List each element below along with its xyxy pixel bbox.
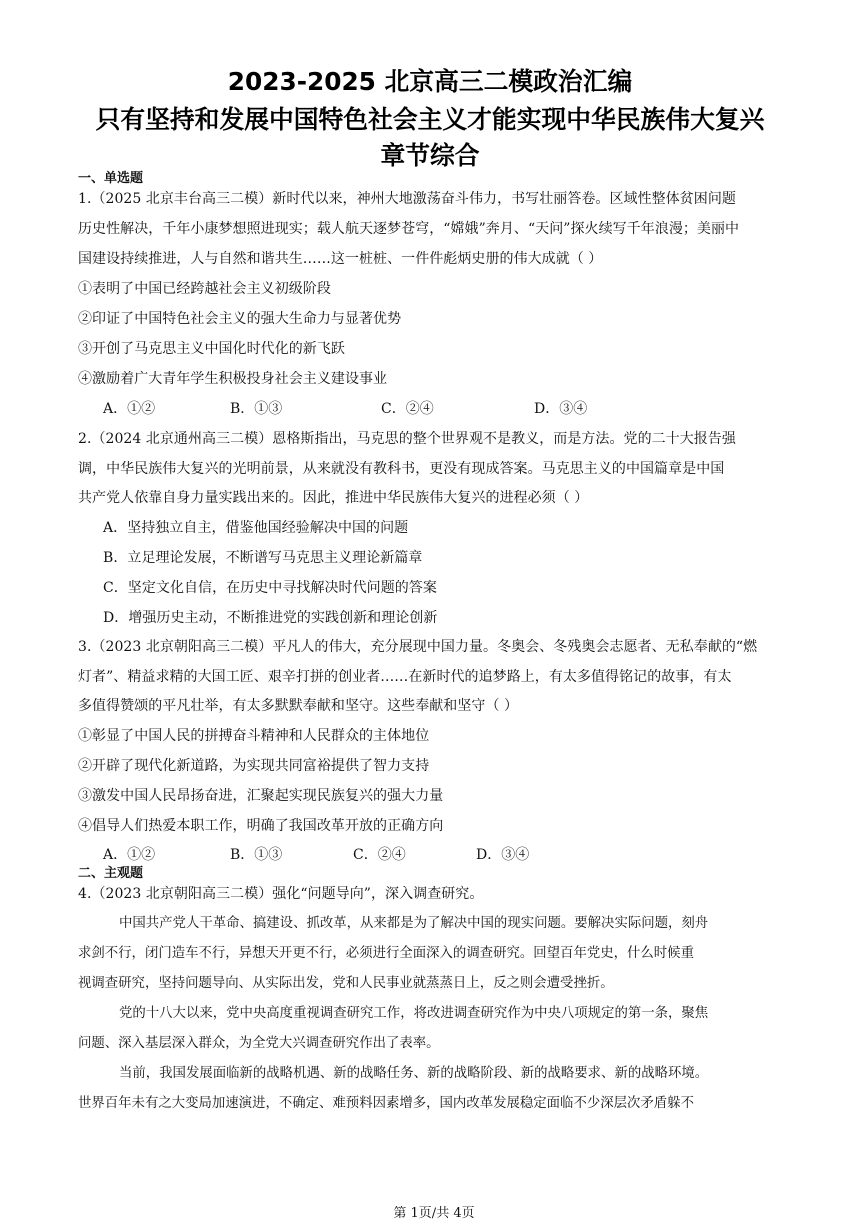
q2-option-b[interactable]: B．立足理论发展，不断谱写马克思主义理论新篇章: [103, 550, 423, 566]
q3-item: ②开辟了现代化新道路，为实现共同富裕提供了智力支持: [78, 758, 430, 774]
q2-option-a[interactable]: A．坚持独立自主，借鉴他国经验解决中国的问题: [103, 520, 409, 536]
q4-material-line: 视调查研究，坚持问题导向、从实际出发，党和人民事业就蒸蒸日上，反之则会遭受挫折。: [78, 976, 614, 991]
q3-stem-line: 灯者”、精益求精的大国工匠、艰辛打拼的创业者……在新时代的追梦路上，有太多值得铭记的故事，有太: [78, 669, 732, 685]
doc-title-line3: 章节综合: [380, 141, 480, 170]
q3-item: ④倡导人们热爱本职工作，明确了我国改革开放的正确方向: [78, 818, 444, 834]
q4-material-line: 求剑不行，闭门造车不行，异想天开更不行，必须进行全面深入的调查研究。回望百年党史，什么时候重: [78, 946, 694, 961]
q1-item: ②印证了中国特色社会主义的强大生命力与显著优势: [78, 311, 402, 327]
q4-material-line: 世界百年未有之大变局加速演进，不确定、难预料因素增多，国内改革发展稳定面临不少深层次矛盾躲不: [78, 1096, 694, 1111]
q2-stem-line: 共产党人依靠自身力量实践出来的。因此，推进中华民族伟大复兴的进程必须（ ）: [78, 490, 589, 506]
q3-item: ③激发中国人民昂扬奋进，汇聚起实现民族复兴的强大力量: [78, 788, 444, 804]
q1-item: ③开创了马克思主义中国化时代化的新飞跃: [78, 341, 345, 357]
q3-option-b[interactable]: B．①③: [230, 847, 283, 863]
q1-item: ①表明了中国已经跨越社会主义初级阶段: [78, 281, 331, 297]
q1-option-b[interactable]: B．①③: [230, 401, 283, 417]
q3-stem-line: 3.（2023 北京朝阳高三二模）平凡人的伟大，充分展现中国力量。冬奥会、冬残奥会志愿者、无私奉献的“燃: [78, 639, 758, 655]
q4-material-line: 党的十八大以来，党中央高度重视调查研究工作，将改进调查研究作为中央八项规定的第一条，聚焦: [119, 1006, 709, 1021]
q4-stem: 4.（2023 北京朝阳高三二模）强化“问题导向”，深入调查研究。: [78, 886, 484, 902]
q3-stem-line: 多值得赞颂的平凡壮举，有太多默默奉献和坚守。这些奉献和坚守（ ）: [78, 698, 519, 714]
q3-option-d[interactable]: D．③④: [476, 847, 530, 863]
q1-stem-line: 国建设持续推进，人与自然和谐共生……这一桩桩、一件件彪炳史册的伟大成就（ ）: [78, 251, 603, 267]
section-heading-single-choice: 一、单选题: [78, 171, 144, 186]
q4-material-line: 中国共产党人干革命、搞建设、抓改革，从来都是为了解决中国的现实问题。要解决实际问题，刻舟: [119, 916, 709, 931]
q3-option-a[interactable]: A．①②: [103, 847, 156, 863]
q2-stem-line: 2.（2024 北京通州高三二模）恩格斯指出，马克思的整个世界观不是教义，而是方法。党的二十大报告强: [78, 431, 736, 447]
q1-stem-line: 1.（2025 北京丰台高三二模）新时代以来，神州大地激荡奋斗伟力，书写壮丽答卷。区域性整体贫困问题: [78, 191, 736, 207]
doc-title-line2: 只有坚持和发展中国特色社会主义才能实现中华民族伟大复兴: [95, 105, 765, 134]
q4-material-line: 问题、深入基层深入群众，为全党大兴调查研究作出了表率。: [78, 1036, 440, 1051]
section-heading-subjective: 二、主观题: [78, 866, 144, 881]
q2-stem-line: 调，中华民族伟大复兴的光明前景，从来就没有教科书，更没有现成答案。马克思主义的中国篇章是中国: [78, 461, 725, 477]
q1-item: ④激励着广大青年学生积极投身社会主义建设事业: [78, 371, 388, 387]
q2-option-d[interactable]: D．增强历史主动，不断推进党的实践创新和理论创新: [103, 610, 438, 626]
doc-title-line1: 2023-2025 北京高三二模政治汇编: [227, 67, 633, 96]
q1-option-a[interactable]: A．①②: [103, 401, 156, 417]
q1-option-c[interactable]: C．②④: [381, 401, 434, 417]
q3-option-c[interactable]: C．②④: [353, 847, 406, 863]
q1-stem-line: 历史性解决，千年小康梦想照进现实；载人航天逐梦苍穹，“嫦娥”奔月、“天问”探火续写千年浪漫；美丽中: [78, 221, 740, 237]
q1-option-d[interactable]: D．③④: [534, 401, 588, 417]
q4-material-line: 当前，我国发展面临新的战略机遇、新的战略任务、新的战略阶段、新的战略要求、新的战略环境。: [119, 1066, 709, 1081]
q3-item: ①彰显了中国人民的拼搏奋斗精神和人民群众的主体地位: [78, 728, 430, 744]
q2-option-c[interactable]: C．坚定文化自信，在历史中寻找解决时代问题的答案: [103, 580, 437, 596]
page-number: 第 1页/共 4页: [393, 1206, 475, 1221]
